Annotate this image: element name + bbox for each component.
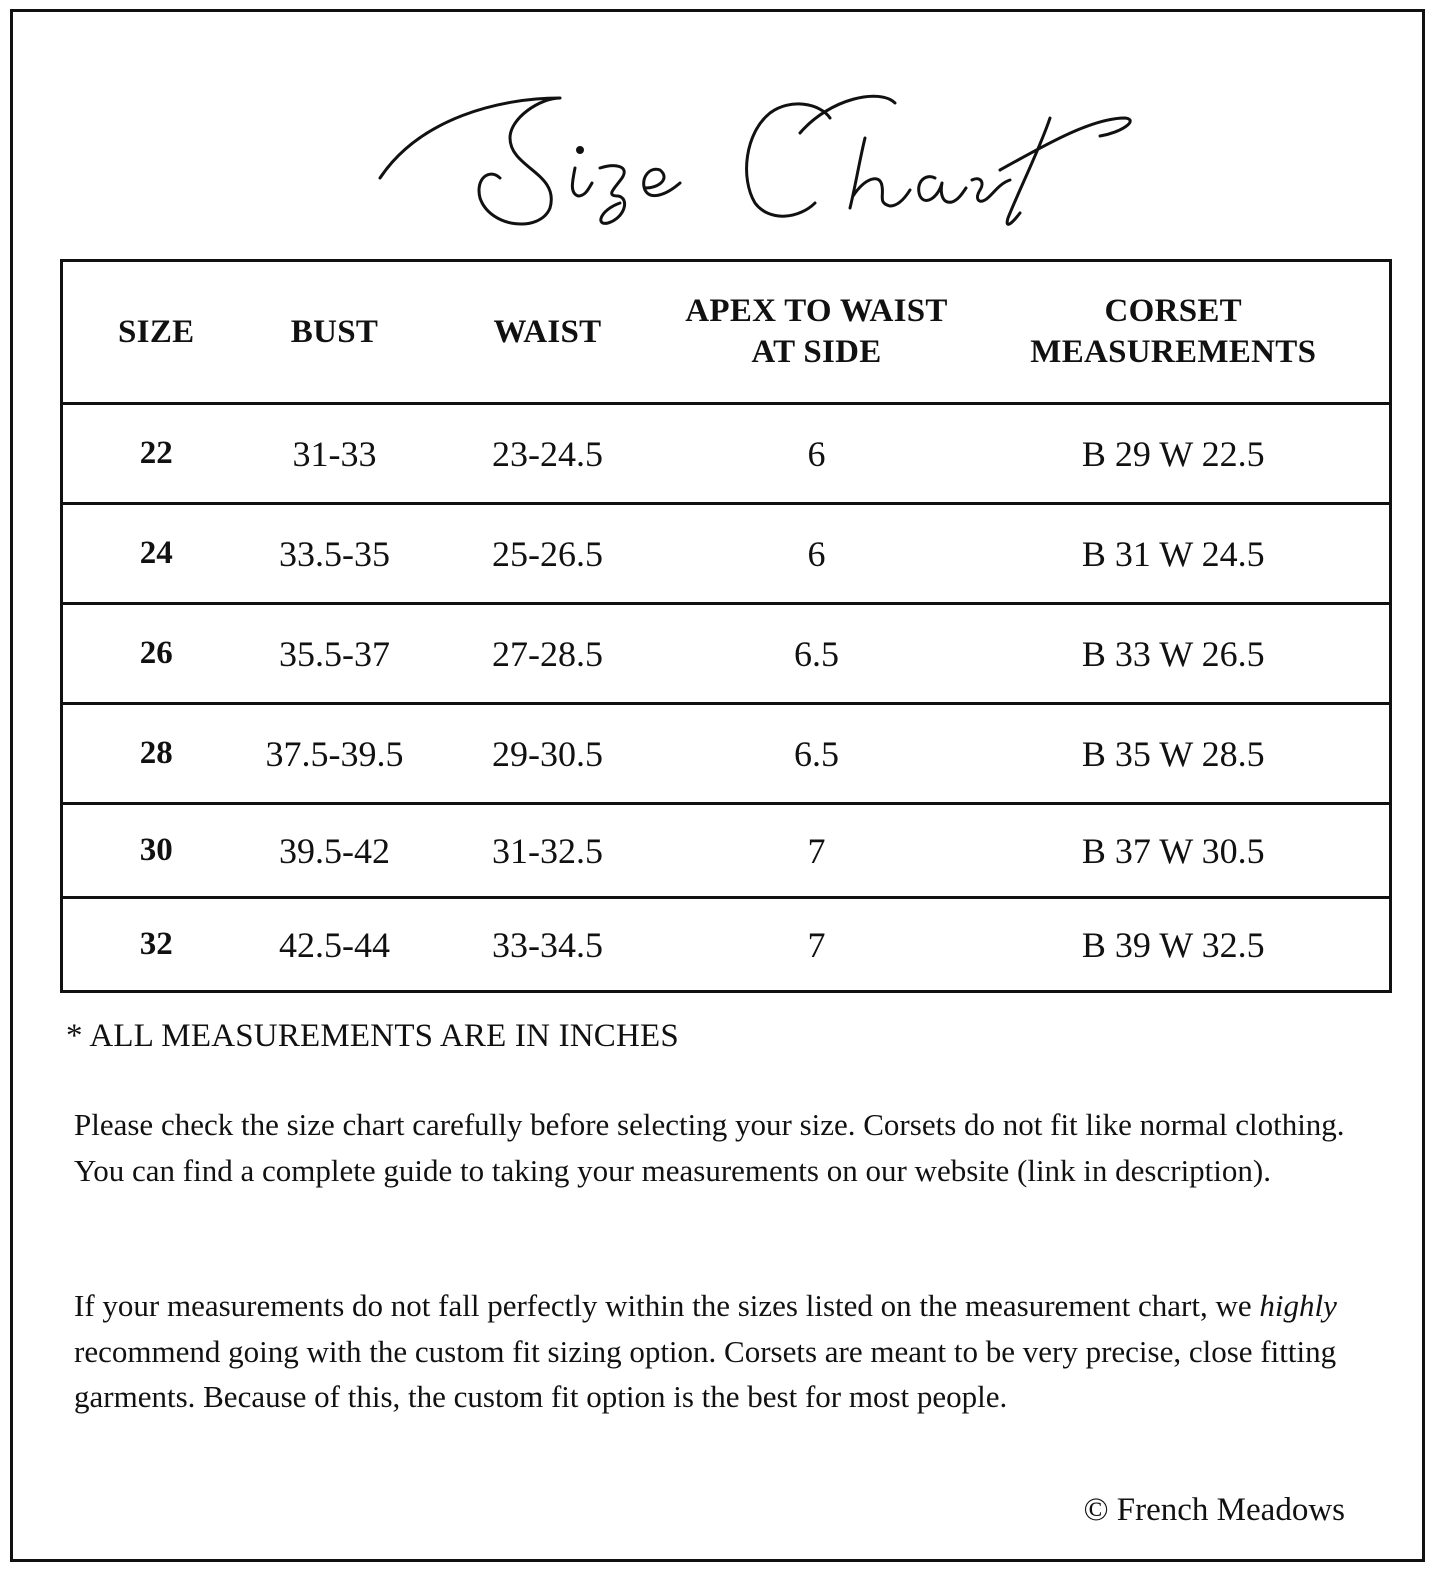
size-chart-title <box>360 78 1140 238</box>
apex-cell: 7 <box>676 804 958 898</box>
custom-fit-text-before: If your measurements do not fall perfectly within the sizes listed on the measurement chart, we <box>74 1288 1260 1323</box>
waist-cell: 25-26.5 <box>420 504 676 604</box>
bust-cell: 31-33 <box>250 404 420 504</box>
bust-cell: 37.5-39.5 <box>250 704 420 804</box>
custom-fit-text-after: recommend going with the custom fit sizing option. Corsets are meant to be very precise, close fitting garments. Because of this, the custom fit option is the best for most people. <box>74 1333 1337 1414</box>
header-waist: WAIST <box>420 261 676 404</box>
corset-cell: B 39 W 32.5 <box>958 898 1391 992</box>
size-cell: 32 <box>62 898 250 992</box>
apex-cell: 6 <box>676 504 958 604</box>
custom-fit-paragraph <box>74 1283 1374 1420</box>
header-bust: BUST <box>250 261 420 404</box>
bust-cell: 33.5-35 <box>250 504 420 604</box>
corset-cell: B 29 W 22.5 <box>958 404 1391 504</box>
table-header-row <box>62 261 1391 404</box>
header-apex <box>676 261 958 404</box>
size-table <box>60 259 1392 993</box>
corset-cell: B 37 W 30.5 <box>958 804 1391 898</box>
header-apex-line2: AT SIDE <box>751 334 882 370</box>
waist-cell: 31-32.5 <box>420 804 676 898</box>
header-apex-line1: APEX TO WAIST <box>685 293 948 329</box>
table-row <box>62 504 1391 604</box>
bust-cell: 35.5-37 <box>250 604 420 704</box>
custom-fit-emphasis: highly <box>1259 1288 1337 1323</box>
apex-cell: 6.5 <box>676 604 958 704</box>
waist-cell: 27-28.5 <box>420 604 676 704</box>
header-corset-line2: MEASUREMENTS <box>1030 334 1317 370</box>
waist-cell: 23-24.5 <box>420 404 676 504</box>
bust-cell: 42.5-44 <box>250 898 420 992</box>
corset-cell: B 35 W 28.5 <box>958 704 1391 804</box>
size-cell: 24 <box>62 504 250 604</box>
table-row <box>62 604 1391 704</box>
units-note: * ALL MEASUREMENTS ARE IN INCHES <box>66 1018 679 1054</box>
size-cell: 22 <box>62 404 250 504</box>
size-cell: 28 <box>62 704 250 804</box>
apex-cell: 6 <box>676 404 958 504</box>
size-cell: 26 <box>62 604 250 704</box>
table-row <box>62 804 1391 898</box>
waist-cell: 33-34.5 <box>420 898 676 992</box>
corset-cell: B 33 W 26.5 <box>958 604 1391 704</box>
header-corset-line1: CORSET <box>1104 293 1242 329</box>
table-row <box>62 898 1391 992</box>
table-row <box>62 404 1391 504</box>
apex-cell: 6.5 <box>676 704 958 804</box>
bust-cell: 39.5-42 <box>250 804 420 898</box>
waist-cell: 29-30.5 <box>420 704 676 804</box>
apex-cell: 7 <box>676 898 958 992</box>
sizing-instructions-paragraph: Please check the size chart carefully before selecting your size. Corsets do not fit like normal clothing. You can find a complete guide to taking your measurements on our website (link in description). <box>74 1107 1345 1188</box>
copyright-notice: © French Meadows <box>1083 1492 1345 1528</box>
header-corset <box>958 261 1391 404</box>
size-cell: 30 <box>62 804 250 898</box>
corset-cell: B 31 W 24.5 <box>958 504 1391 604</box>
header-size: SIZE <box>62 261 250 404</box>
table-row <box>62 704 1391 804</box>
